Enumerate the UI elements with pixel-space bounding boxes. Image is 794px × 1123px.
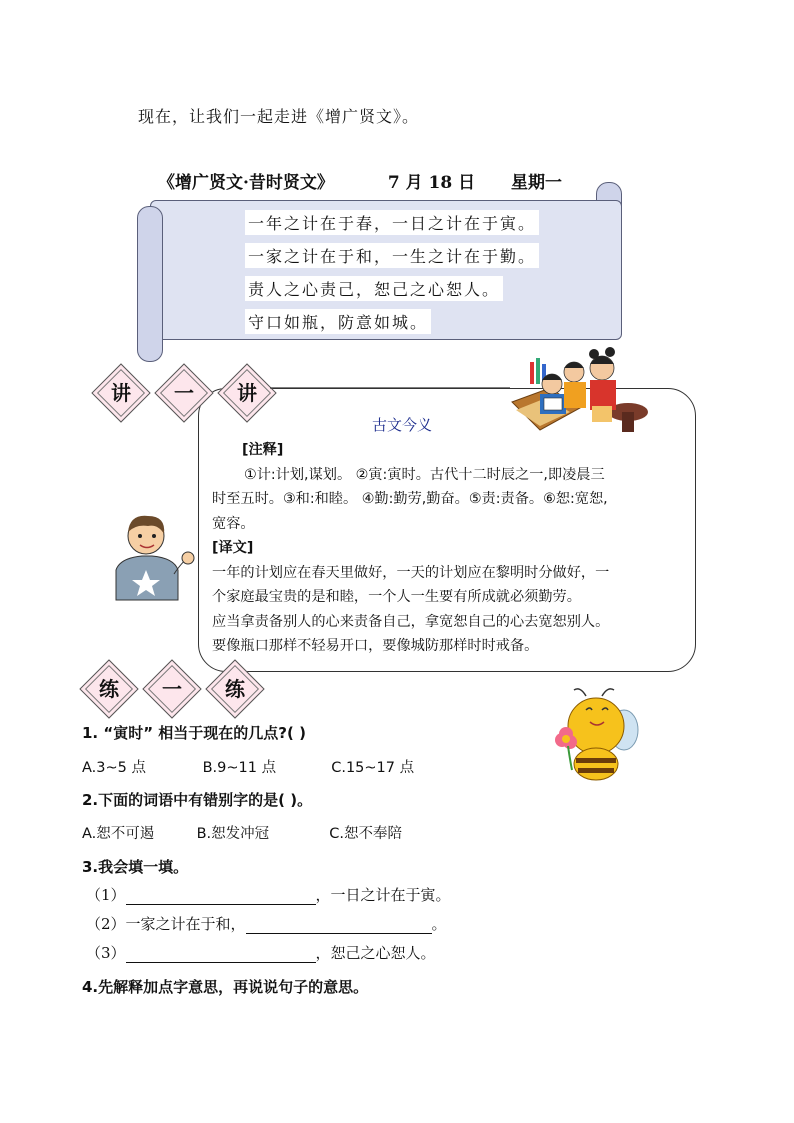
option-c[interactable]: C.15~17 点 <box>331 760 415 776</box>
scroll-line: 责人之心责己，恕己之心恕人。 <box>245 276 503 301</box>
question-2-options <box>82 822 402 843</box>
option-a[interactable]: A.3~5 点 <box>82 760 146 776</box>
answer-blank-3[interactable] <box>126 946 316 963</box>
answer-blank-1[interactable] <box>126 888 316 905</box>
section-explain-diamond: 一 <box>155 364 213 422</box>
scroll-left-roll <box>137 206 163 362</box>
question-2: 2.下面的词语中有错别字的是( )。 <box>82 791 313 809</box>
lesson-header <box>158 168 562 193</box>
fill-text: ，一日之计在于寅。 <box>315 886 451 904</box>
question-3: 3.我会填一填。 <box>82 858 189 876</box>
scroll-line: 一年之计在于春，一日之计在于寅。 <box>245 210 539 235</box>
fill-text: 。 <box>431 915 447 933</box>
notes-line: ①计:计划,谋划。 ②寅:寅时。古代十二时辰之一,即凌晨三 <box>244 466 605 483</box>
fill-blank-3 <box>86 942 436 963</box>
section-explain-diamond: 讲 <box>218 364 276 422</box>
teacher-boy-illustration <box>108 508 200 600</box>
lesson-weekday: 星期一 <box>511 173 563 193</box>
notes-line: 宽容。 <box>212 515 255 532</box>
option-a[interactable]: A.恕不可遏 <box>82 826 155 842</box>
question-1-options <box>82 756 414 777</box>
question-1: 1. “寅时” 相当于现在的几点?( ) <box>82 724 306 742</box>
scroll-line: 一家之计在于和，一生之计在于勤。 <box>245 243 539 268</box>
translation-heading: [译文] <box>212 540 254 556</box>
translation-line: 一年的计划应在春天里做好，一天的计划应在黎明时分做好，一 <box>212 564 610 581</box>
translation-line: 应当拿责备别人的心来责备自己，拿宽恕自己的心去宽恕别人。 <box>212 613 610 630</box>
fill-number: （3） <box>86 944 126 962</box>
section-divider <box>270 386 510 390</box>
scroll-text <box>245 210 585 342</box>
section-explain-diamond: 讲 <box>92 364 150 422</box>
section-practice-diamond: 一 <box>143 660 201 718</box>
fill-text: （2）一家之计在于和， <box>86 915 246 933</box>
section-practice-diamond: 练 <box>80 660 138 718</box>
answer-blank-2[interactable] <box>246 917 432 934</box>
scroll-line: 守口如瓶，防意如城。 <box>245 309 431 334</box>
explanation-title: 古文今义 <box>372 416 433 434</box>
fill-number: （1） <box>86 886 126 904</box>
question-4: 4.先解释加点字意思，再说说句子的意思。 <box>82 978 369 996</box>
lesson-title: 《增广贤文·昔时贤文》 <box>158 173 334 193</box>
section-practice-diamond: 练 <box>206 660 264 718</box>
translation-line: 个家庭最宝贵的是和睦，一个人一生要有所成就必须勤劳。 <box>212 589 581 605</box>
notes-line: 时至五时。③和:和睦。 ④勤:勤劳,勤奋。⑤责:责备。⑥恕:宽恕, <box>212 491 608 507</box>
notes-heading: [注释] <box>242 442 284 458</box>
fill-text: ，恕己之心恕人。 <box>315 944 436 962</box>
fill-blank-2 <box>86 913 447 934</box>
fill-blank-1 <box>86 884 451 905</box>
intro-text: 现在，让我们一起走进《增广贤文》。 <box>138 107 420 126</box>
option-c[interactable]: C.恕不奉陪 <box>329 826 402 842</box>
bee-with-flower-illustration <box>546 686 642 788</box>
children-reading-illustration <box>510 346 650 438</box>
explanation-text <box>212 438 686 659</box>
translation-line: 要像瓶口那样不轻易开口，要像城防那样时时戒备。 <box>212 638 539 654</box>
option-b[interactable]: B.恕发冲冠 <box>196 826 270 842</box>
option-b[interactable]: B.9~11 点 <box>202 760 277 776</box>
lesson-date: 7 月 18 日 <box>387 173 476 193</box>
